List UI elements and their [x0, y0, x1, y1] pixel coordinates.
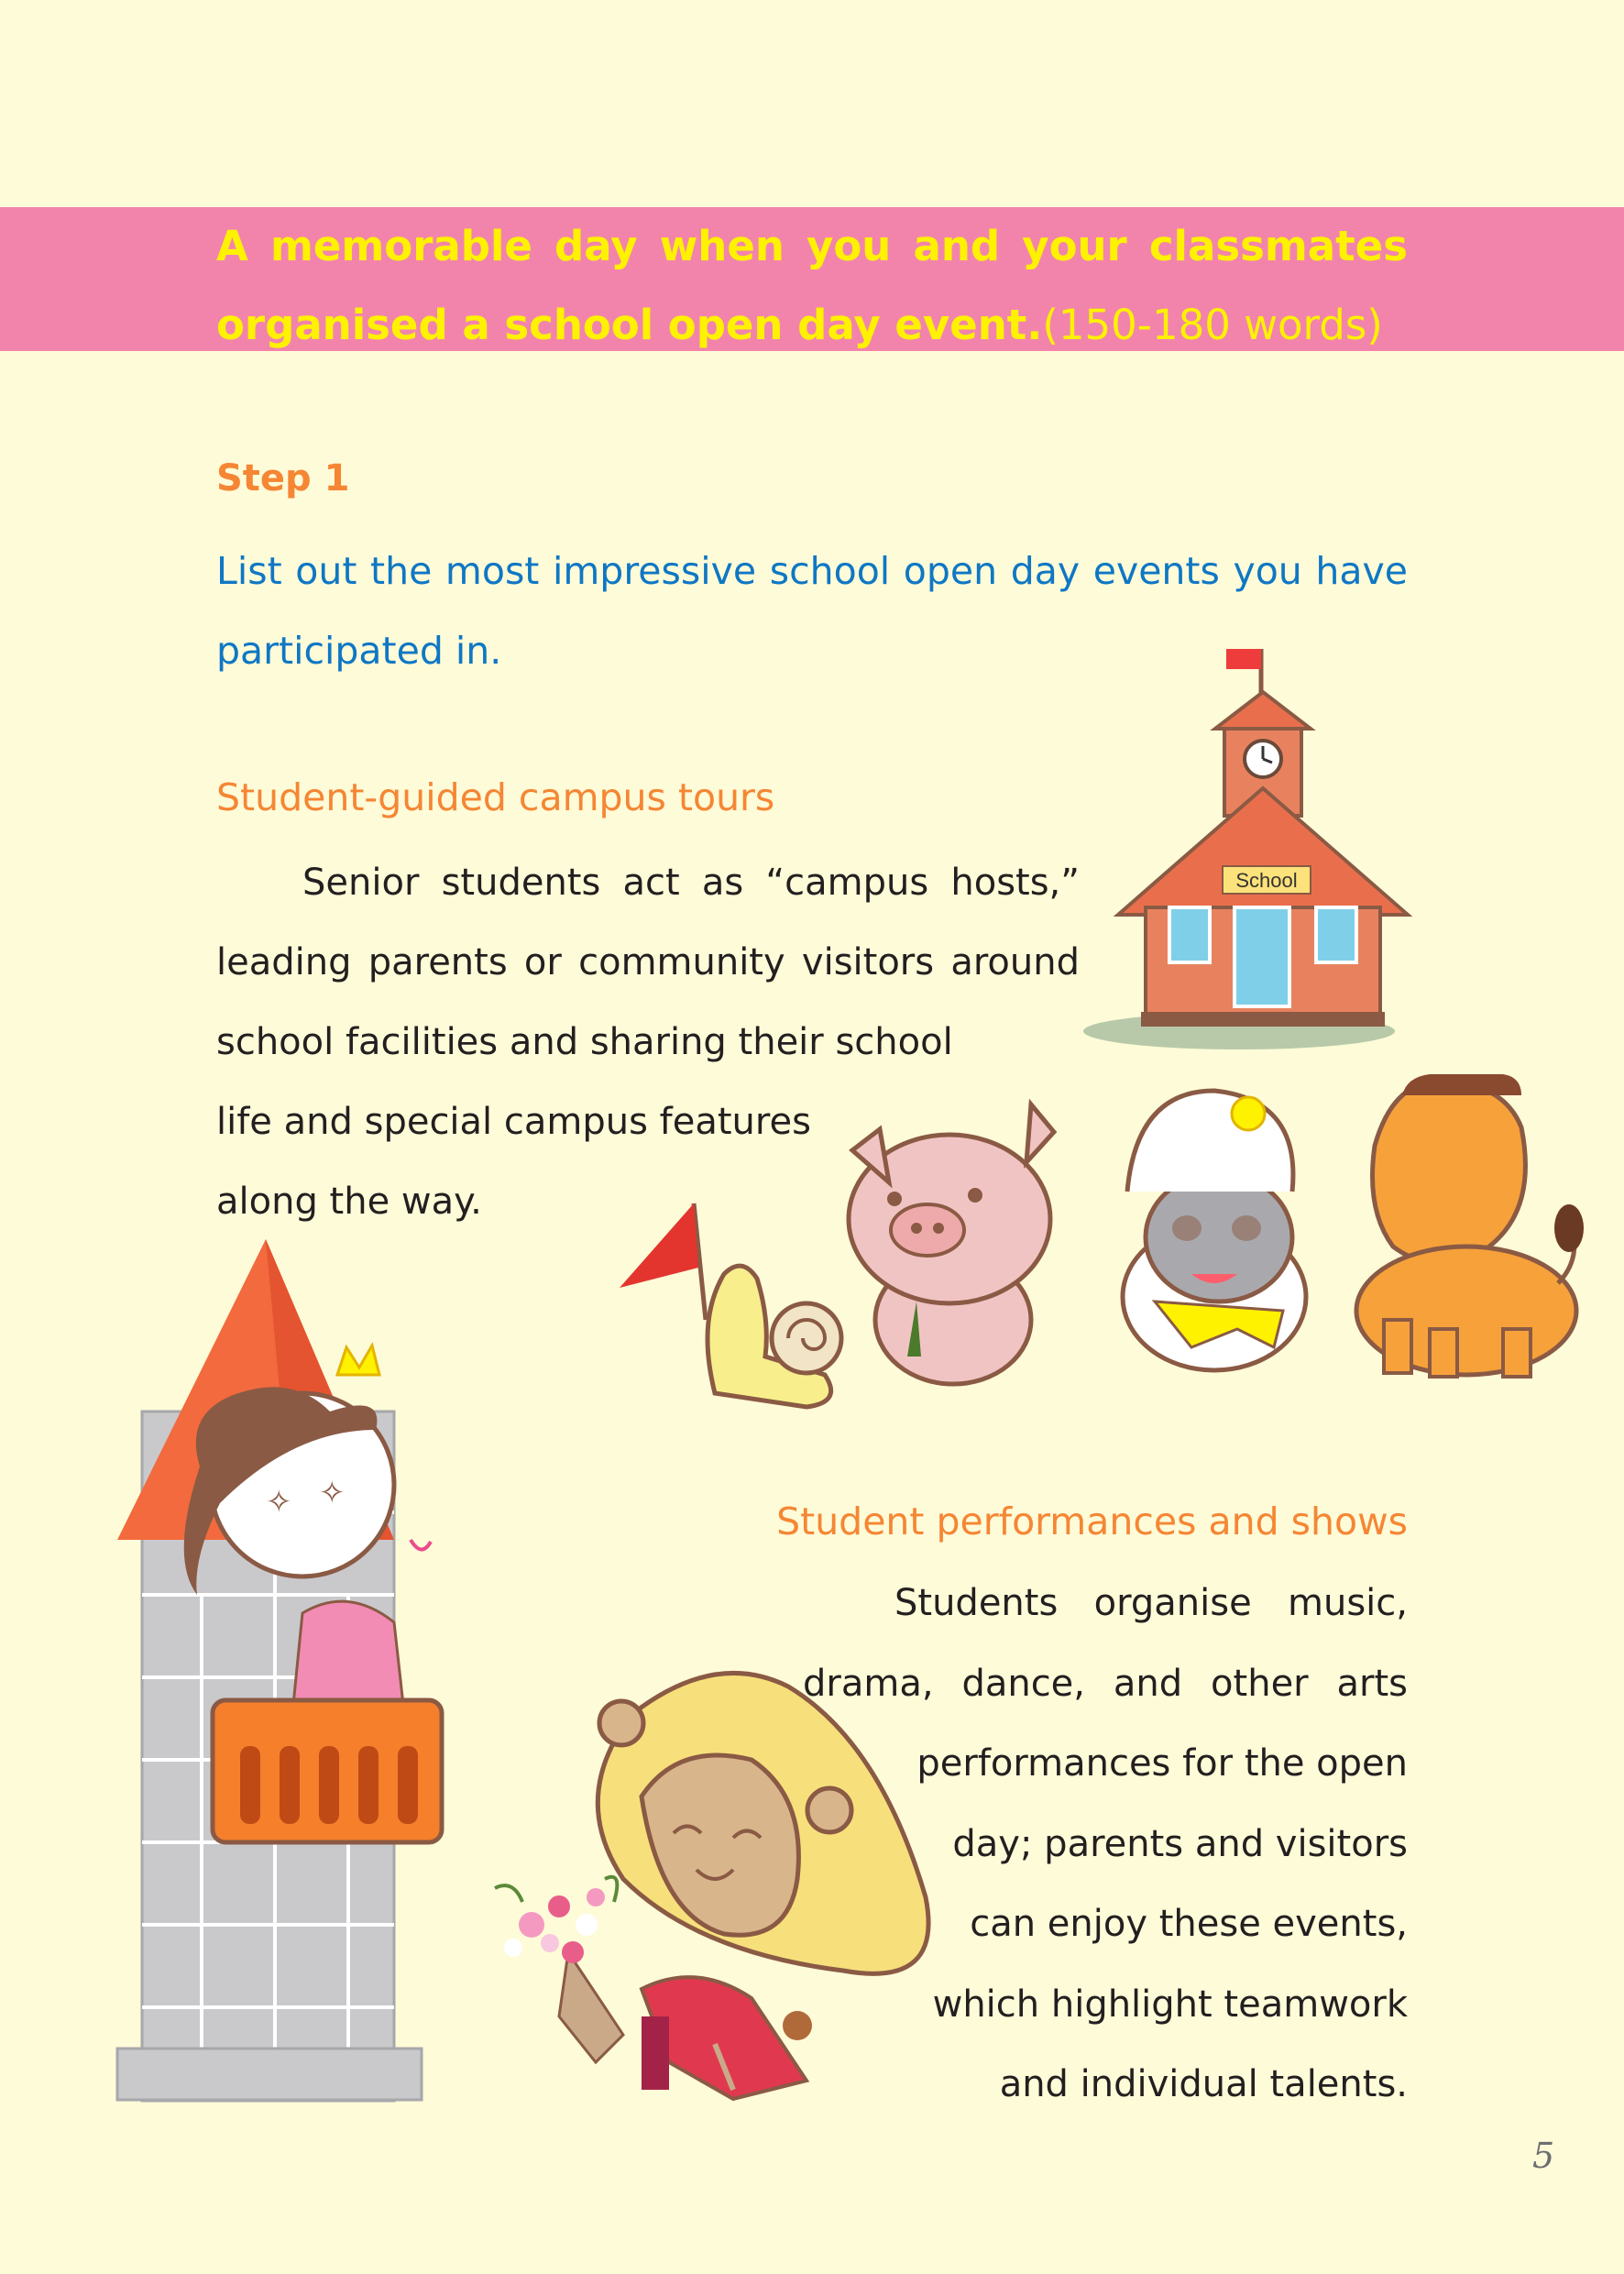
tower-cat-illustration [117, 1239, 442, 2101]
body-line: can enjoy these events, [970, 1903, 1408, 1945]
snail-illustration [620, 1203, 841, 1407]
body-line: life and special campus features [216, 1101, 811, 1143]
page-number: 5 [1532, 2136, 1555, 2176]
body-line: drama, dance, and other arts [803, 1662, 1408, 1705]
body-line: along the way. [216, 1181, 482, 1223]
svg-text:✧: ✧ [319, 1475, 346, 1511]
body-line: which highlight teamwork [932, 1983, 1408, 2026]
body-line: school facilities and sharing their school [216, 1021, 953, 1063]
lion-illustration [495, 1673, 928, 2099]
step-label: Step 1 [216, 457, 350, 500]
body-line: leading parents or community visitors around [216, 941, 1080, 983]
body-line: performances for the open [916, 1742, 1408, 1785]
section-heading-performances: Student performances and shows [776, 1500, 1408, 1543]
body-line: day; parents and visitors [952, 1822, 1408, 1865]
body-line: Senior students act as “campus hosts,” [302, 862, 1080, 904]
cow-illustration [1123, 1091, 1306, 1370]
section-heading-campus-tours: Student-guided campus tours [216, 775, 775, 819]
banner-word-count: (150-180 words) [1042, 301, 1383, 349]
school-house-illustration [1083, 649, 1408, 1049]
svg-text:✧: ✧ [266, 1484, 292, 1521]
horse-illustration [1356, 1074, 1584, 1377]
body-line: Students organise music, [894, 1582, 1408, 1624]
body-line: and individual talents. [999, 2063, 1408, 2105]
pig-illustration [849, 1104, 1054, 1384]
school-sign-text: School [1235, 869, 1298, 892]
banner-title-main: A memorable day when you and your classmates organised a school open day event. [216, 222, 1408, 349]
step-instruction: List out the most impressive school open day events you have participated in. [216, 549, 1408, 673]
